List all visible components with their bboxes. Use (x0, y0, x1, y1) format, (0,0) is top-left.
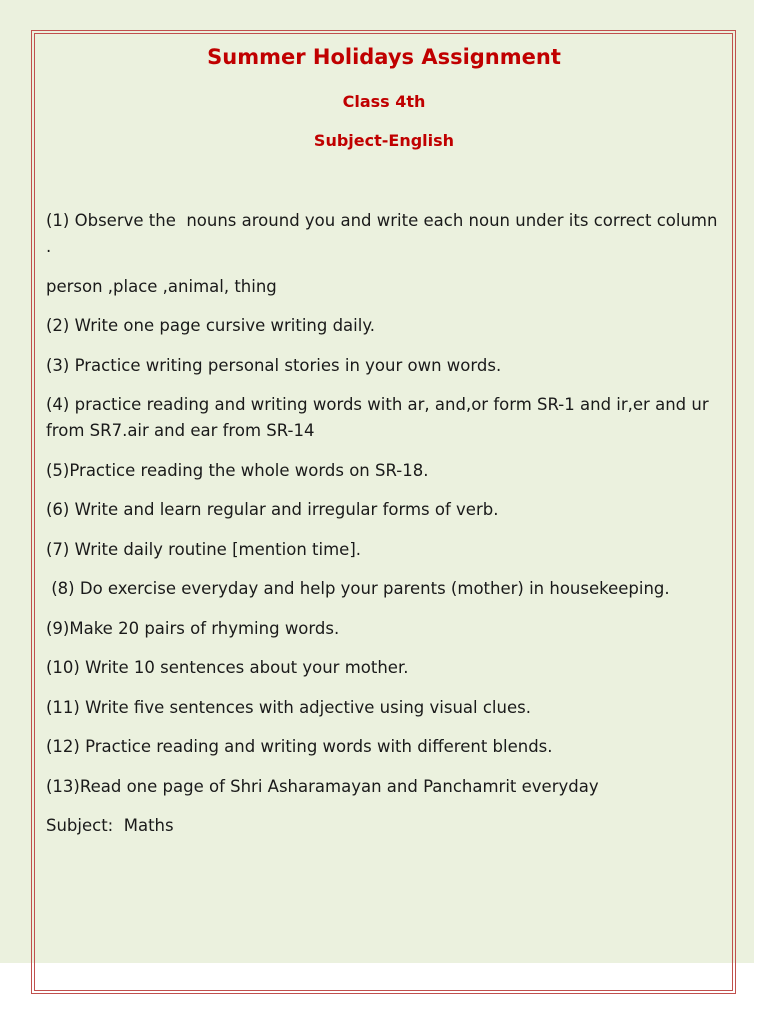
noun-categories: person ,place ,animal, thing (46, 276, 277, 296)
assignment-item-11: (11) Write five sentences with adjective using visual clues. (46, 697, 531, 717)
assignment-item-3: (3) Practice writing personal stories in your own words. (46, 355, 502, 375)
assignment-item-13: (13)Read one page of Shri Asharamayan and Panchamrit everyday (46, 776, 599, 796)
class-label: Class 4th (342, 92, 426, 111)
assignment-item-12: (12) Practice reading and writing words with different blends. (46, 737, 553, 756)
subject-label: Subject-English (313, 131, 455, 150)
assignment-item-7: (7) Write daily routine [mention time]. (46, 539, 361, 559)
next-subject-label: Subject: Maths (46, 816, 174, 835)
assignment-item-8: (8) Do exercise everyday and help your parents (mother) in housekeeping. (46, 579, 670, 598)
assignment-item-1: (1) Observe the nouns around you and write each noun under its correct column . (46, 211, 723, 256)
assignment-item-4: (4) practice reading and writing words with ar, and,or form SR-1 and ir,er and ur from SR7.air and ear from SR-14 (46, 395, 714, 440)
assignment-item-9: (9)Make 20 pairs of rhyming words. (46, 618, 340, 638)
assignment-item-5: (5)Practice reading the whole words on SR-18. (46, 460, 429, 480)
assignment-item-2: (2) Write one page cursive writing daily. (46, 316, 375, 335)
document-title: Summer Holidays Assignment (207, 45, 561, 69)
assignment-item-10: (10) Write 10 sentences about your mother. (46, 658, 409, 677)
assignment-item-6: (6) Write and learn regular and irregular forms of verb. (46, 500, 499, 519)
assignment-list (46, 208, 726, 853)
